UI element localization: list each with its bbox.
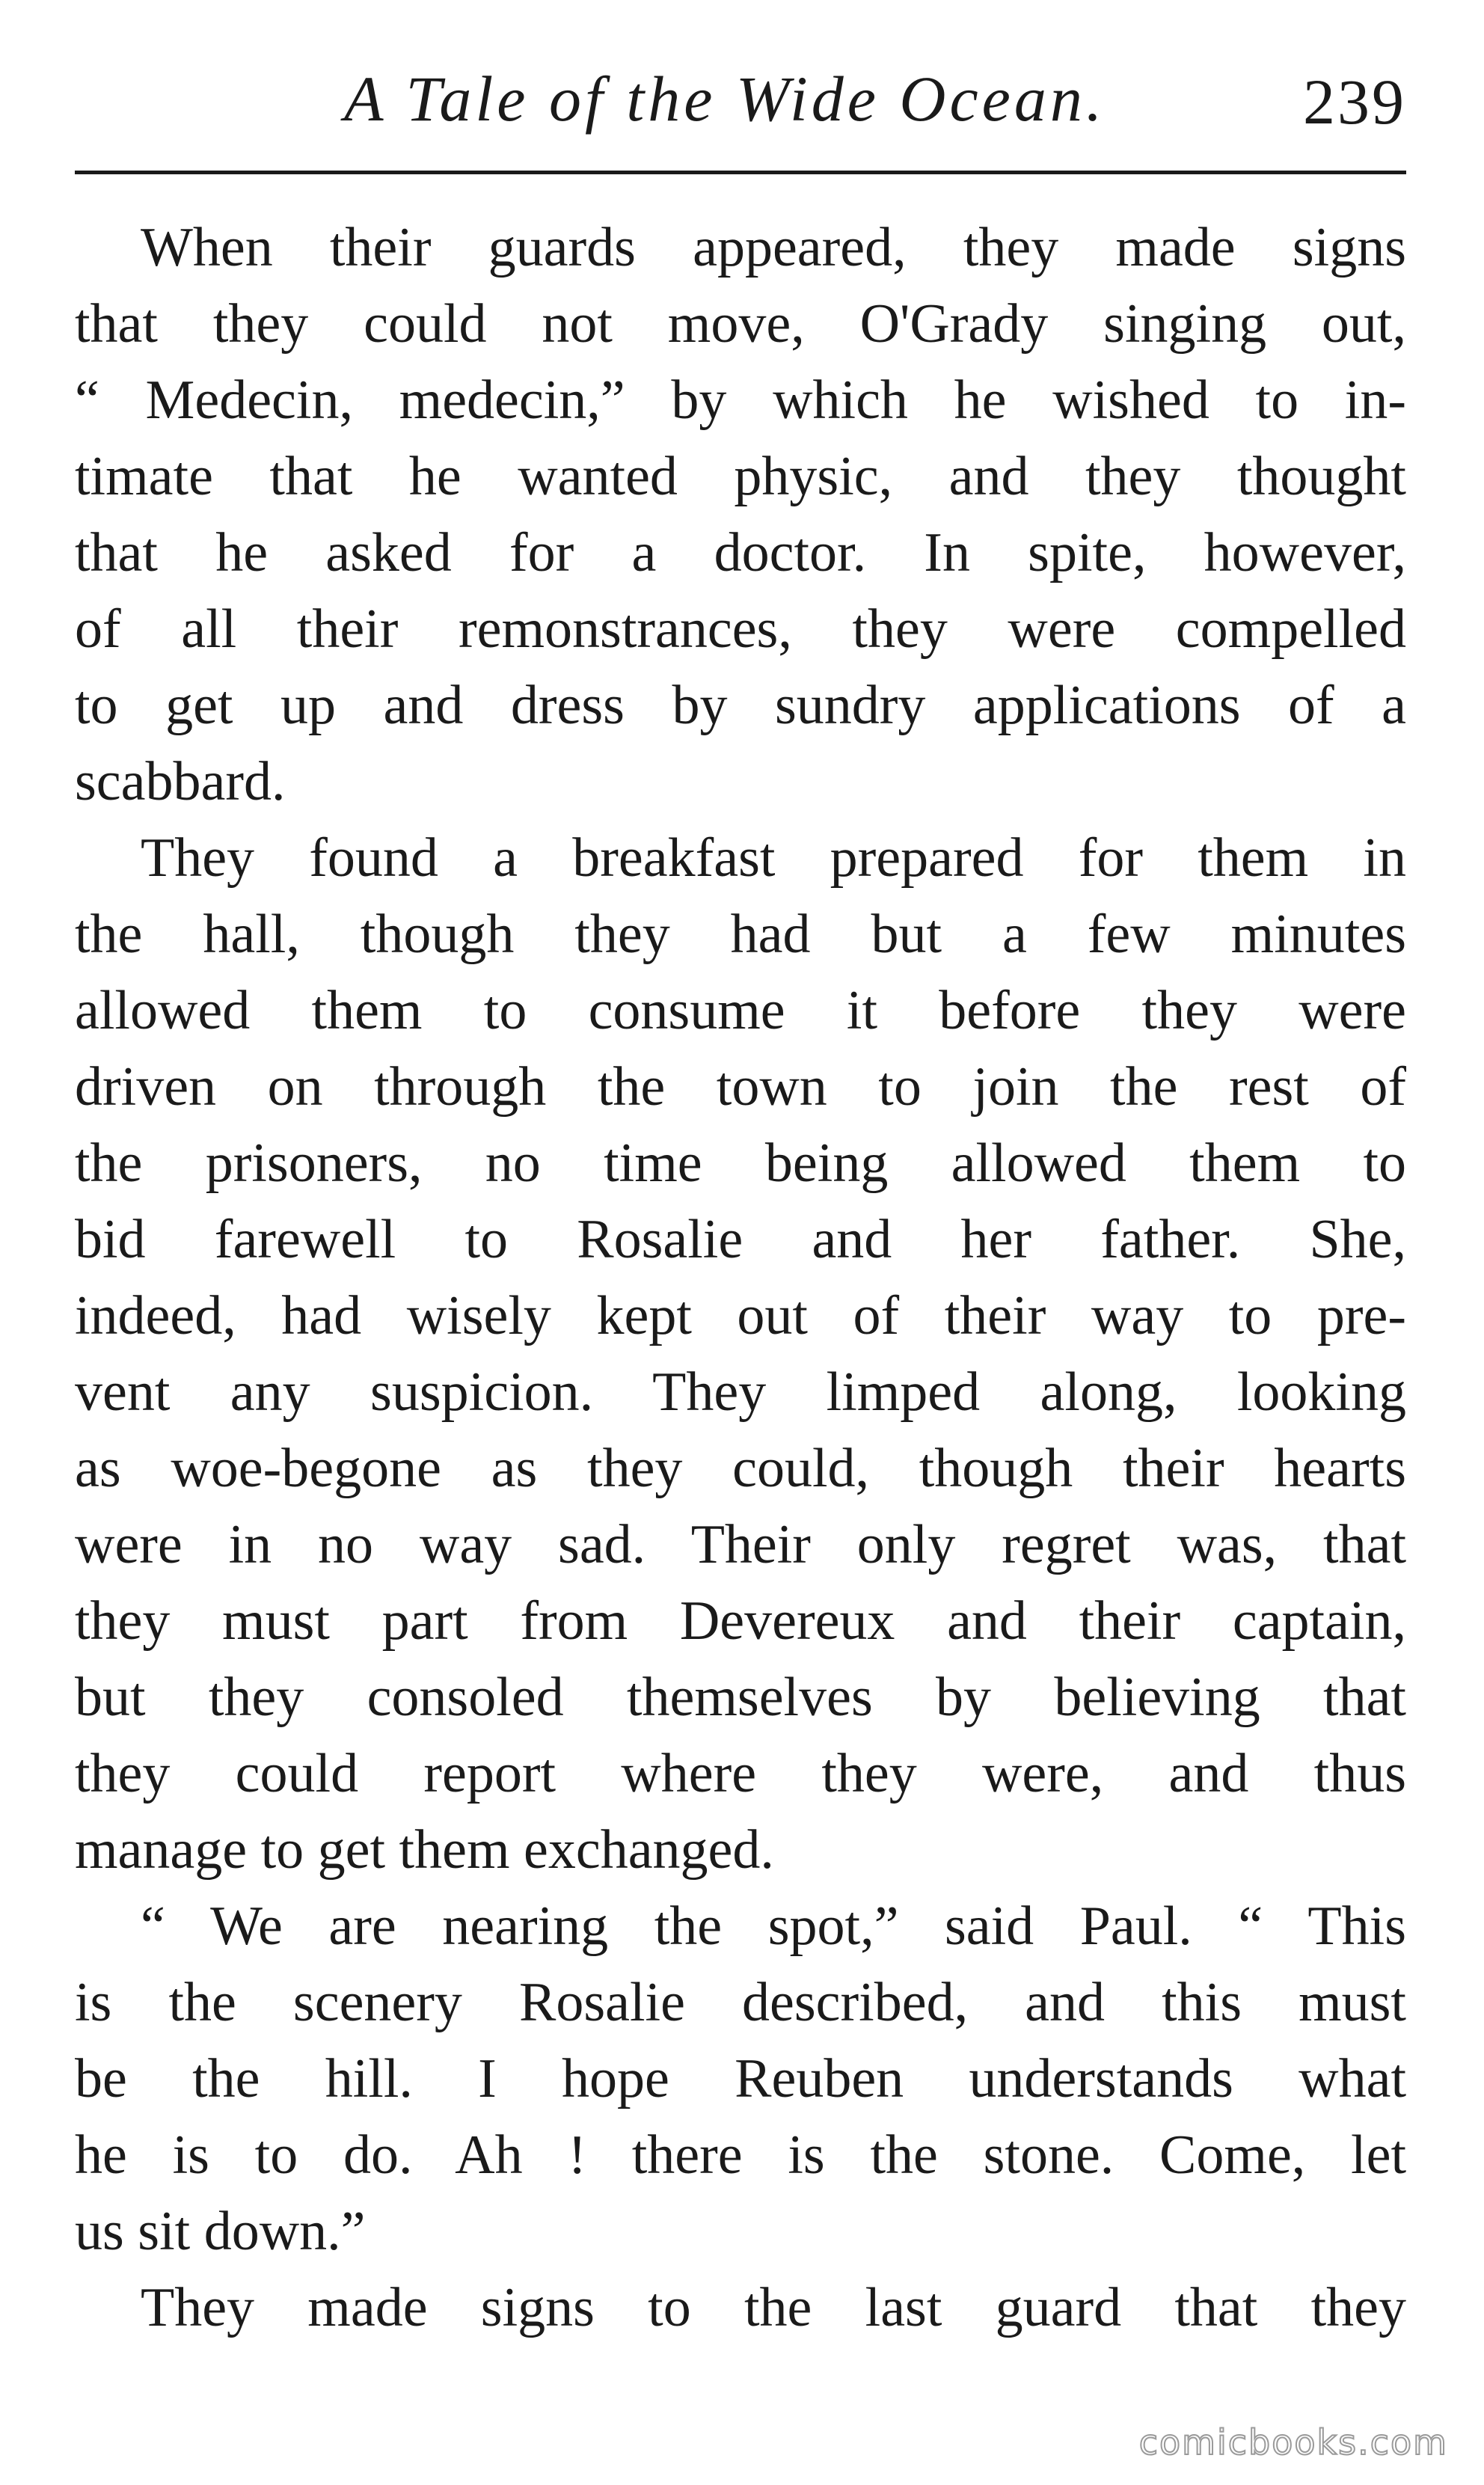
text-line: They made signs to the last guard that they bbox=[141, 2277, 1406, 2338]
text-line: to get up and dress by sundry applications of a bbox=[75, 675, 1406, 736]
text-line: indeed, had wisely kept out of their way to pre- bbox=[75, 1285, 1406, 1346]
text-line: as woe-begone as they could, though their hearts bbox=[75, 1438, 1406, 1499]
text-line: scabbard. bbox=[75, 751, 286, 812]
text-line: he is to do. Ah ! there is the stone. Come, let bbox=[75, 2124, 1406, 2186]
text-line: us sit down.” bbox=[75, 2201, 366, 2262]
text-line: manage to get them exchanged. bbox=[75, 1819, 774, 1881]
text-line: They found a breakfast prepared for them in bbox=[141, 827, 1406, 889]
text-line: bid farewell to Rosalie and her father. She, bbox=[75, 1209, 1406, 1270]
running-title: A Tale of the Wide Ocean. bbox=[344, 63, 1106, 135]
text-line: allowed them to consume it before they were bbox=[75, 980, 1406, 1041]
body-text bbox=[75, 209, 1406, 2346]
text-line: “ Medecin, medecin,” by which he wished to in- bbox=[75, 370, 1406, 431]
text-line: timate that he wanted physic, and they thought bbox=[75, 446, 1406, 507]
text-line: “ We are nearing the spot,” said Paul. “ This bbox=[141, 1896, 1406, 1957]
text-line: vent any suspicion. They limped along, looking bbox=[75, 1361, 1406, 1423]
watermark: comicbooks.com bbox=[1138, 2422, 1448, 2463]
text-line: When their guards appeared, they made signs bbox=[141, 217, 1406, 278]
text-line: of all their remonstrances, they were compelled bbox=[75, 598, 1406, 660]
text-line: but they consoled themselves by believing that bbox=[75, 1667, 1406, 1728]
text-line: that they could not move, O'Grady singing out, bbox=[75, 293, 1406, 355]
page-number: 239 bbox=[1303, 66, 1406, 138]
header-rule bbox=[75, 171, 1406, 174]
text-line: driven on through the town to join the rest of bbox=[75, 1056, 1406, 1118]
text-line: be the hill. I hope Reuben understands what bbox=[75, 2048, 1406, 2109]
text-line: they must part from Devereux and their captain, bbox=[75, 1590, 1406, 1652]
running-header bbox=[75, 54, 1406, 166]
text-line: the hall, though they had but a few minutes bbox=[75, 904, 1406, 965]
text-line: the prisoners, no time being allowed them to bbox=[75, 1133, 1406, 1194]
text-line: they could report where they were, and thus bbox=[75, 1743, 1406, 1804]
text-line: is the scenery Rosalie described, and this must bbox=[75, 1972, 1406, 2033]
text-line: were in no way sad. Their only regret was, that bbox=[75, 1514, 1406, 1575]
text-line: that he asked for a doctor. In spite, however, bbox=[75, 522, 1406, 583]
